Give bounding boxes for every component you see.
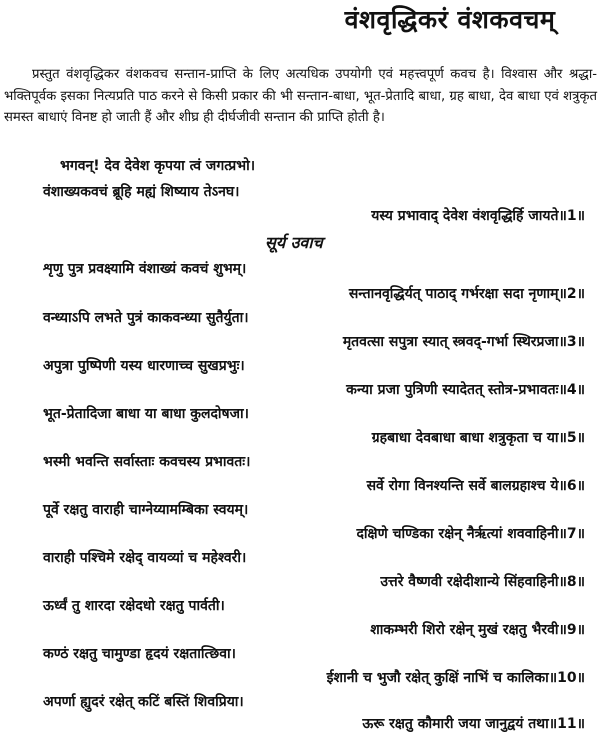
section-heading: सूर्य उवाच: [265, 233, 323, 252]
verse-line: कण्ठं रक्षतु चामुण्डा हृदयं रक्षतात्छिवा।: [43, 646, 236, 662]
verse-line: सर्वे रोगा विनश्यन्ति सर्वे बालग्रहाश्च ये॥6॥: [366, 478, 585, 494]
intro-paragraph: [4, 64, 597, 129]
verse-line: शृणु पुत्र प्रवक्ष्यामि वंशाख्यं कवचं शुभम्।: [43, 261, 247, 277]
verse-line: दक्षिणे चण्डिका रक्षेन् नैर्ऋत्यां शववाहिनी॥7॥: [356, 526, 585, 542]
verse-line: मृतवत्सा सपुत्रा स्यात् स्त्रवद्-गर्भा स्थिरप्रजा॥3॥: [342, 334, 585, 350]
verse-line: ऊर्ध्वं तु शारदा रक्षेदधो रक्षतु पार्वती।: [43, 598, 225, 614]
verse-line: भगवन्! देव देवेश कृपया त्वं जगत्प्रभो।: [60, 158, 256, 174]
verse-line: ईशानी च भुजौ रक्षेत् कुक्षिं नाभिं च कालिका॥10॥: [326, 670, 585, 686]
verse-line: अपुत्रा पुष्पिणी यस्य धारणाच्च सुखप्रभुः।: [43, 358, 245, 374]
page-title: वंशवृद्धिकरं वंशकवचम्: [344, 5, 556, 34]
verse-line: वंशाख्यकवचं ब्रूहि मह्यं शिष्याय तेऽनघ।: [43, 184, 240, 200]
verse-line: ऊरू रक्षतु कौमारी जया जानुद्वयं तथा॥11॥: [362, 716, 585, 732]
verse-line: अपर्णा ह्युदरं रक्षेत् कटिं बस्तिं शिवप्रिया।: [43, 694, 244, 710]
verse-line: कन्या प्रजा पुत्रिणी स्यादेतत् स्तोत्र-प्रभावतः॥4॥: [346, 382, 585, 398]
verse-line: यस्य प्रभावाद् देवेश वंशवृद्धिर्हि जायते॥1॥: [371, 208, 585, 224]
verse-line: उत्तरे वैष्णवी रक्षेदीशान्ये सिंहवाहिनी॥8॥: [380, 574, 585, 590]
verse-line: ग्रहबाधा देवबाधा बाधा शत्रुकृता च या॥5॥: [371, 430, 585, 446]
verse-line: भस्मी भवन्ति सर्वास्ताः कवचस्य प्रभावतः।: [43, 454, 251, 470]
verse-line: वाराही पश्चिमे रक्षेद् वायव्यां च महेश्वरी।: [43, 550, 247, 566]
verse-line: शाकम्भरी शिरो रक्षेन् मुखं रक्षतु भैरवी॥9॥: [370, 622, 585, 638]
verse-line: वन्ध्याऽपि लभते पुत्रं काकवन्ध्या सुतैर्युता।: [43, 310, 249, 326]
verse-line: पूर्वे रक्षतु वाराही चाग्नेय्यामम्बिका स्वयम्।: [43, 502, 249, 518]
verse-line: सन्तानवृद्धिर्यत् पाठाद् गर्भरक्षा सदा नृणाम्॥2॥: [348, 286, 585, 302]
intro-text: प्रस्तुत वंशवृद्धिकर वंशकवच सन्तान-प्राप्ति के लिए अत्यधिक उपयोगी एवं महत्त्वपूर्ण कवच है। विश्वास और श्रद्धा-भक्तिपूर्वक इसका नित्यप्रति पाठ करने से किसी प्रकार की भी सन्तान-बाधा, भूत-प्रेतादि बाधा, ग्रह बाधा, देव बाधा एवं शत्रुकृत समस्त बाधाएं विनष्ट हो जाती हैं और शीघ्र ही दीर्घजीवी सन्तान की प्राप्ति होती है।: [4, 67, 597, 125]
verse-line: भूत-प्रेतादिजा बाधा या बाधा कुलदोषजा।: [43, 406, 249, 422]
